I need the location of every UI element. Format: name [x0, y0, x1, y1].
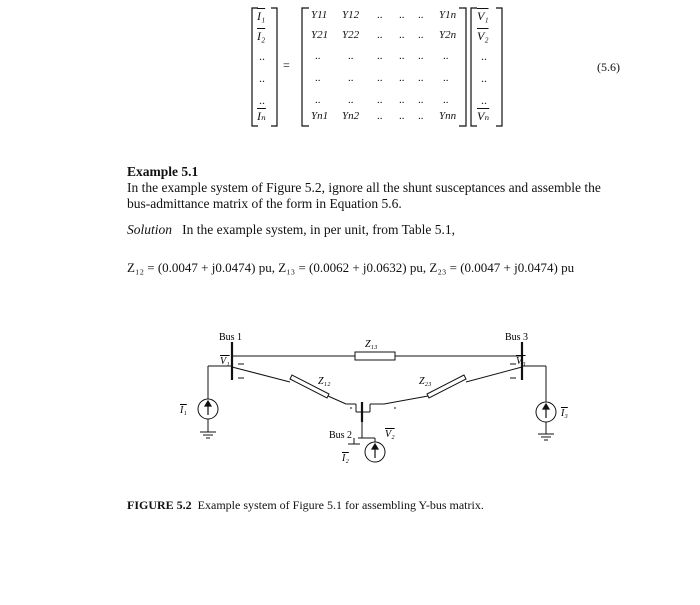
impedance-values: Z₁₂ = (0.0047 + j0.0474) pu, Z₁₃ = (0.0062 + j0.0632) pu, Z₂₃ = (0.0047 + j0.0474) pu	[127, 260, 575, 275]
z13-impedance-box	[355, 352, 395, 360]
equation-number: (5.6)	[597, 60, 620, 74]
i2-label: I₂	[342, 453, 349, 464]
matrix-entry: Y21	[311, 29, 329, 41]
lhs-entry: ..	[259, 93, 265, 107]
rhs-entry: ..	[481, 49, 487, 63]
rhs-entry: $\overline{V_n}$	[477, 109, 490, 123]
v3-label: V₃	[516, 356, 526, 367]
lhs-entry: I₁	[257, 9, 266, 23]
z12-label: Z₁₂	[318, 376, 331, 387]
matrix-entry: ..	[399, 72, 405, 84]
rhs-entry: V₁	[477, 9, 489, 23]
i1-label: I₁	[180, 405, 187, 416]
matrix-entry: ..	[443, 94, 449, 106]
solution-text: In the example system, in per unit, from Table 5.1,	[182, 222, 456, 237]
lhs-entry: ..	[259, 49, 265, 63]
matrix-entry: ..	[399, 94, 405, 106]
matrix-entry: ..	[348, 94, 354, 106]
line-12-top	[232, 367, 290, 382]
line-23-bottom	[384, 396, 428, 404]
matrix-entry: ..	[377, 50, 383, 62]
figure-caption-text: Example system of Figure 5.1 for assembling Y-bus matrix.	[197, 498, 484, 512]
matrix-entry: Yn2	[342, 110, 360, 122]
matrix-entry: Ynn	[439, 110, 457, 122]
matrix-entry: ..	[418, 50, 424, 62]
bus-1-label: Bus 1	[219, 332, 243, 343]
figure-caption-label: FIGURE 5.2	[127, 498, 192, 512]
bus-2-label: Bus 2	[329, 430, 353, 441]
solution-label: Solution	[127, 222, 173, 237]
rhs-entry: ..	[481, 71, 487, 85]
matrix-entry: ..	[418, 94, 424, 106]
equals-sign: =	[283, 58, 290, 72]
matrix-entry: ..	[418, 72, 424, 84]
matrix-entry: ..	[315, 50, 321, 62]
line-23-top	[466, 367, 522, 382]
rhs-entry: ..	[481, 93, 487, 107]
matrix-entry: ..	[377, 9, 383, 21]
lhs-entry: $\overline{I_n}$	[257, 109, 266, 123]
example-title: Example 5.1	[127, 164, 199, 179]
z23-impedance-box	[427, 375, 466, 398]
matrix-entry: ..	[399, 110, 405, 122]
matrix-entry: Y22	[342, 29, 360, 41]
matrix-entry: ..	[377, 29, 383, 41]
rhs-entry: V₂	[477, 29, 489, 43]
solution-line	[127, 222, 455, 238]
example-system-diagram	[0, 320, 700, 490]
matrix-entry: Y11	[311, 9, 328, 21]
z23-label: Z₂₃	[419, 376, 432, 387]
matrix-entry: ..	[377, 72, 383, 84]
lhs-entry: ..	[259, 71, 265, 85]
v2-label: V₂	[385, 429, 395, 440]
matrix-entry: Y12	[342, 9, 360, 21]
example-text-line-1: In the example system of Figure 5.2, ignore all the shunt susceptances and assemble the	[127, 180, 601, 195]
figure-caption	[127, 498, 484, 513]
matrix-entry: ..	[315, 72, 321, 84]
matrix-entry: Y2n	[439, 29, 457, 41]
matrix-entry: ..	[418, 9, 424, 21]
matrix-entry: ..	[418, 29, 424, 41]
matrix-entry: ..	[418, 110, 424, 122]
matrix-entry: Yn1	[311, 110, 329, 122]
matrix-entry: ..	[315, 94, 321, 106]
matrix-entry: ..	[377, 110, 383, 122]
matrix-entry: ..	[443, 72, 449, 84]
z13-label: Z₁₃	[365, 339, 378, 350]
matrix-entry: ..	[377, 94, 383, 106]
i3-label: I₃	[561, 408, 568, 419]
line-12-bottom	[328, 396, 346, 404]
matrix-entry: ..	[399, 9, 405, 21]
matrix-entry: ..	[399, 29, 405, 41]
bus-3-label: Bus 3	[505, 332, 529, 343]
v1-label: V₁	[220, 356, 230, 367]
matrix-entry: Y1n	[439, 9, 457, 21]
matrix-entry: ..	[443, 50, 449, 62]
example-text-line-2: bus-admittance matrix of the form in Equation 5.6.	[127, 196, 402, 211]
lhs-entry: I₂	[257, 29, 266, 43]
matrix-entry: ..	[348, 72, 354, 84]
matrix-entry: ..	[399, 50, 405, 62]
matrix-entry: ..	[348, 50, 354, 62]
